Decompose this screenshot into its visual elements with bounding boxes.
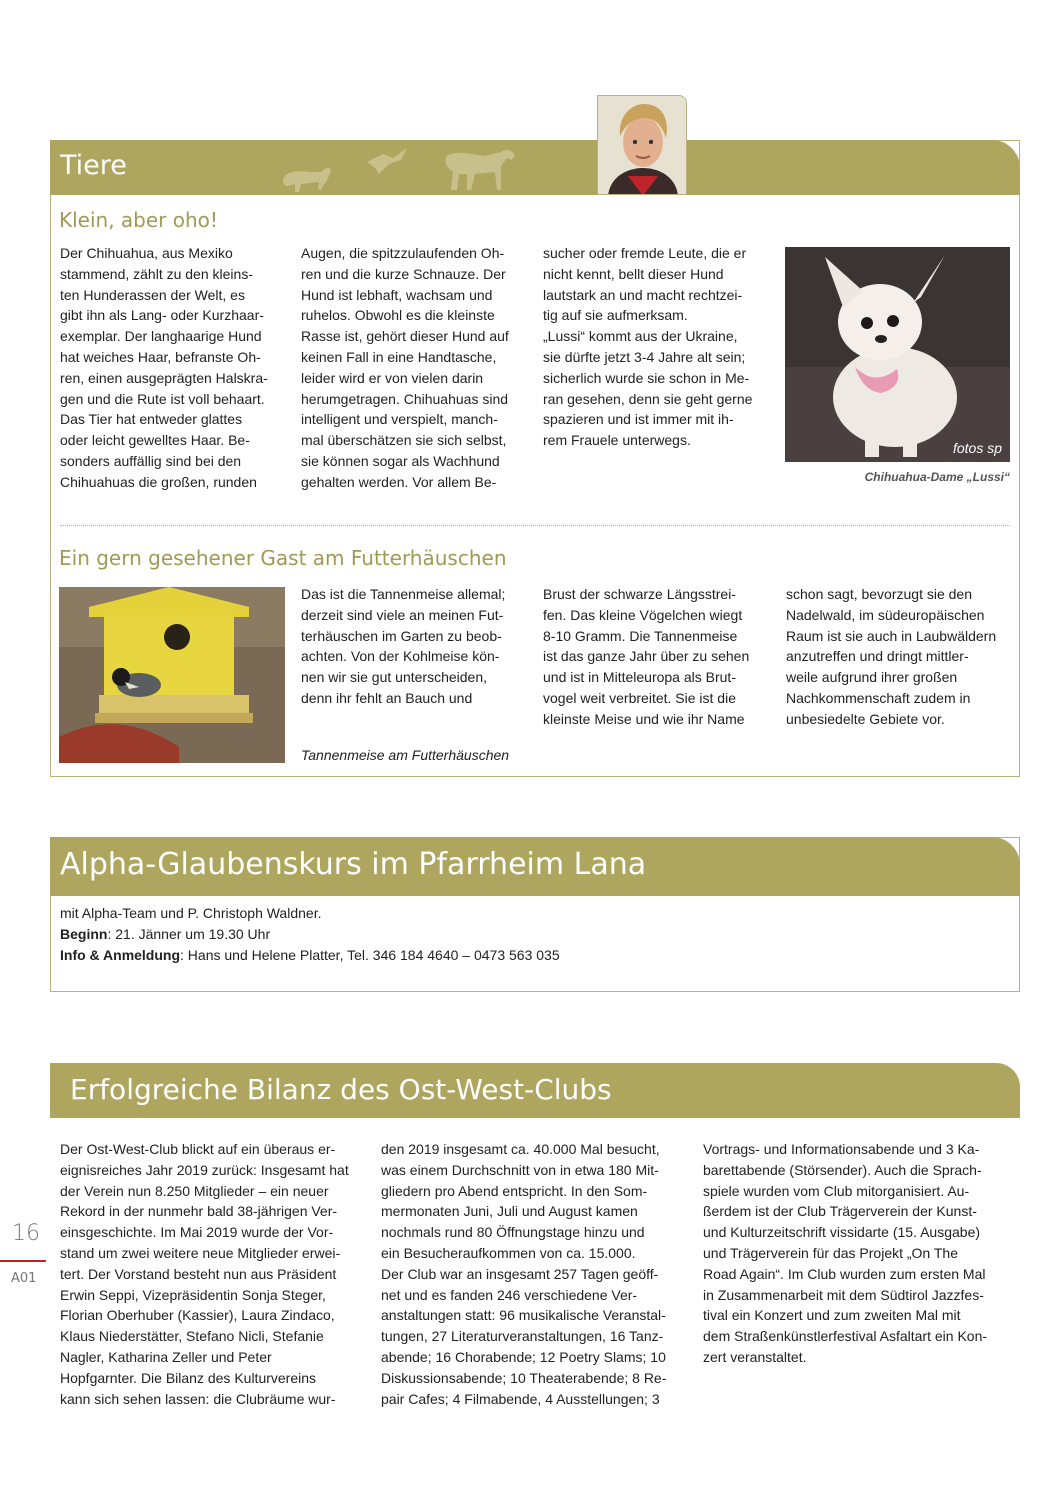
alpha-header-title: Alpha-Glaubenskurs im Pfarrheim Lana — [60, 847, 647, 882]
alpha-info-value: : Hans und Helene Platter, Tel. 346 184 4640 – 0473 563 035 — [180, 947, 560, 963]
page-number: 16 — [12, 1221, 40, 1246]
article2-col2: Brust der schwarze Längsstrei- fen. Das kleine Vögelchen wiegt 8-10 Gramm. Die Tannenmeise ist das ganze Jahr über zu sehen und ist in Mitteleuropa als Brut- vogel weit verbreitet. Sie ist die kleinste Meise und wie ihr Name — [543, 586, 750, 727]
page-code: A01 — [11, 1271, 37, 1286]
photo-credit: fotos sp — [952, 440, 1002, 456]
alpha-header — [50, 837, 1020, 896]
ostwest-header-title: Erfolgreiche Bilanz des Ost-West-Clubs — [70, 1073, 612, 1106]
ostwest-col3: Vortrags- und Informationsabende und 3 Ka- barettabende (Störsender). Auch die Sprach- spiele wurden vom Club mitorganisiert. Au- ßerdem ist der Club Trägerverein der Kunst- und Kulturzeitschrift vissidarte (15. Ausgabe) und Trägerverein für das Projekt „On The Road Again“. Im Club wurden zum ersten Mal in Zusammenarbeit mit dem Südtirol Jazzfes- tival ein Konzert und zum zweiten Mal mit dem Straßenkünstlerfestival Asfaltart ein Kon- zert veranstaltet. — [703, 1141, 988, 1365]
article2-col3: schon sagt, bevorzugt sie den Nadelwald, im südeuropäischen Raum ist sie auch in Laubwäldern anzutreffen und dringt mittler- weile aufgrund ihrer großen Nachkommenschaft zudem in unbesiedelte Gebiete vor. — [786, 586, 997, 727]
article-divider — [60, 525, 1010, 526]
alpha-beginn — [60, 924, 270, 945]
article1-col2: Augen, die spitzzulaufenden Oh- ren und die kurze Schnauze. Der Hund ist lebhaft, wachsam und ruhelos. Obwohl es die kleinste Rasse ist, gehört dieser Hund auf keinen Fall in eine Handtasche, leider wird er von vielen darin herumgetragen. Chihuahuas sind intelligent und verspielt, manch- mal überschätzen sie sich selbst, sie können sogar als Wachhund gehalten werden. Vor allem Be- — [301, 245, 509, 490]
ostwest-header — [50, 1063, 1020, 1118]
page-number-divider — [0, 1260, 46, 1262]
chihuahua-caption: Chihuahua-Dame „Lussi“ — [864, 470, 1010, 484]
birdfeeder-photo — [59, 587, 285, 763]
article2-title: Ein gern gesehener Gast am Futterhäuschen — [59, 546, 507, 570]
alpha-beginn-label: Beginn — [60, 926, 108, 942]
ostwest-col2: den 2019 insgesamt ca. 40.000 Mal besucht, was einem Durchschnitt von in etwa 180 Mit- gliedern pro Abend entspricht. In den Som- mermonaten Juni, Juli und August kamen nochmals rund 80 Öffnungstage hinzu und ein Besucheraufkommen von ca. 15.000. Der Club war an insgesamt 257 Tagen geöff- net und es fanden 246 verschiedene Ver- anstaltungen statt: 96 musikalische Veranstal- tungen, 27 Literaturveranstaltungen, 16 Tanz- abende; 16 Chorabende; 12 Poetry Slams; 10 Diskussionsabende; 10 Theaterabende; 8 Re- pair Cafes; 4 Filmabende, 4 Ausstellungen; 3 — [381, 1141, 667, 1407]
alpha-beginn-value: : 21. Jänner um 19.30 Uhr — [107, 926, 271, 942]
birdfeeder-caption: Tannenmeise am Futterhäuschen — [301, 747, 510, 763]
article2-col1: Das ist die Tannenmeise allemal; derzeit sind viele an meinen Fut- terhäuschen im Garten zu beob- achten. Von der Kohlmeise kön- nen wir sie gut unterscheiden, denn ihr fehlt an Bauch und — [301, 586, 506, 706]
alpha-info — [60, 945, 560, 966]
alpha-info-label: Info & Anmeldung — [60, 947, 181, 963]
tiere-header-title: Tiere — [60, 150, 127, 181]
author-portrait — [597, 95, 687, 195]
tiere-header — [50, 140, 1020, 195]
animal-silhouettes-icon — [275, 142, 565, 194]
alpha-line1: mit Alpha-Team und P. Christoph Waldner. — [60, 905, 322, 921]
ostwest-col1: Der Ost-West-Club blickt auf ein überaus er- eignisreiches Jahr 2019 zurück: Insgesamt hat der Verein nun 8.250 Mitglieder – ein neuer Rekord in der nunmehr bald 38-jährigen Ver- einsgeschichte. Im Mai 2019 wurde der Vor- stand um zwei weitere neue Mitglieder erwei- tert. Der Vorstand besteht nun aus Präsident Erwin Seppi, Vizepräsidentin Sonja Steger, Florian Oberhuber (Kassier), Laura Zindaco, Klaus Niederstätter, Stefano Nicli, Stefanie Nagler, Katharina Zeller und Peter Hopfgarnter. Die Bilanz des Kulturvereins kann sich sehen lassen: die Clubräume wur- — [60, 1141, 349, 1407]
article1-col3: sucher oder fremde Leute, die er nicht kennt, bellt dieser Hund lautstark an und macht rechtzei- tig auf sie aufmerksam. „Lussi“ kommt aus der Ukraine, sie dürfte jetzt 3-4 Jahre alt sein; sicherlich wurde sie schon in Me- ran gesehen, denn sie geht gerne spazieren und ist immer mit ih- rem Frauele unterwegs. — [543, 245, 753, 449]
article1-title: Klein, aber oho! — [59, 208, 218, 232]
article1-col1: Der Chihuahua, aus Mexiko stammend, zählt zu den kleins- ten Hunderassen der Welt, es gibt ihn als Lang- oder Kurzhaar- exemplar. Der langhaarige Hund hat weiches Haar, befranste Oh- ren, einen ausgeprägten Halskra- gen und die Rute ist voll behaart. Das Tier hat entweder glattes oder leicht gewelltes Haar. Be- sonders auffällig sind bei den Chihuahuas die großen, runden — [60, 245, 268, 490]
chihuahua-photo — [785, 247, 1010, 462]
